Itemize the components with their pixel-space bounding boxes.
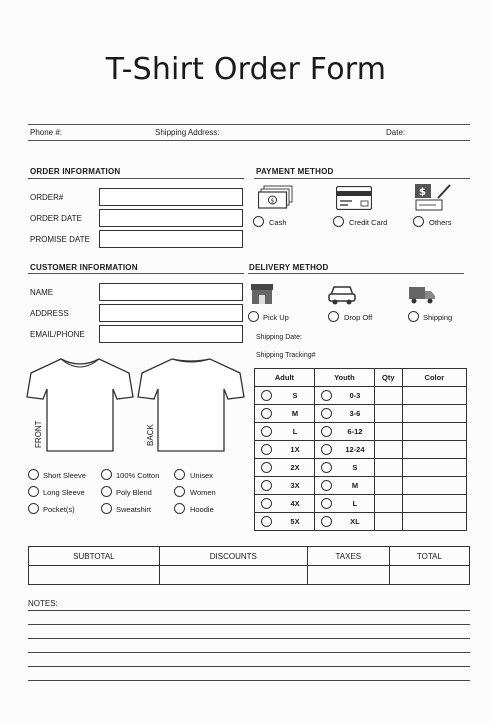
payment-cash-label: Cash (269, 218, 287, 227)
qty-cell[interactable] (374, 423, 402, 441)
delivery-dropoff-label: Drop Off (344, 313, 373, 322)
adult-size-cell[interactable] (255, 441, 315, 459)
adult-size-label: 4X (290, 499, 300, 508)
order-date-field[interactable] (99, 209, 243, 227)
short-sleeve-radio[interactable] (28, 469, 39, 480)
adult-header: Adult (255, 369, 315, 387)
qty-cell[interactable] (374, 459, 402, 477)
name-field[interactable] (99, 283, 243, 301)
youth-size-label: S (352, 463, 358, 472)
youth-size-cell[interactable] (314, 477, 374, 495)
svg-text:$: $ (270, 197, 275, 205)
delivery-pickup-label: Pick Up (263, 313, 289, 322)
youth-size-cell[interactable] (314, 513, 374, 531)
color-cell[interactable] (402, 495, 466, 513)
unisex-radio[interactable] (174, 469, 185, 480)
pockets-label: Pocket(s) (43, 505, 75, 514)
divider (28, 273, 244, 274)
unisex-label: Unisex (190, 471, 213, 480)
poly-blend-radio[interactable] (101, 486, 112, 497)
youth-size-cell[interactable] (314, 459, 374, 477)
color-cell[interactable] (402, 423, 466, 441)
phone-label: Phone #: (30, 128, 63, 137)
long-sleeve-label: Long Sleeve (43, 488, 85, 497)
color-cell[interactable] (402, 459, 466, 477)
discounts-field[interactable] (159, 566, 307, 585)
adult-size-radio[interactable] (261, 426, 272, 437)
payment-credit-card-radio[interactable] (333, 216, 344, 227)
youth-size-cell[interactable] (314, 405, 374, 423)
payment-others-label: Others (429, 218, 452, 227)
total-field[interactable] (389, 566, 469, 585)
payment-heading: PAYMENT METHOD (256, 167, 334, 176)
adult-size-radio[interactable] (261, 390, 272, 401)
women-label: Women (190, 488, 216, 497)
payment-others-radio[interactable] (413, 216, 424, 227)
qty-cell[interactable] (374, 477, 402, 495)
shipping-tracking-label: Shipping Tracking# (256, 352, 316, 359)
order-info-heading: ORDER INFORMATION (30, 167, 121, 176)
qty-cell[interactable] (374, 441, 402, 459)
qty-cell[interactable] (374, 495, 402, 513)
store-icon (250, 281, 274, 305)
table-row (255, 513, 467, 531)
adult-size-label: 3X (290, 481, 300, 490)
divider (248, 273, 464, 274)
table-row (255, 423, 467, 441)
adult-size-radio[interactable] (261, 498, 272, 509)
youth-size-radio[interactable] (321, 498, 332, 509)
date-label: Date: (386, 128, 406, 137)
short-sleeve-label: Short Sleeve (43, 471, 86, 480)
youth-header: Youth (314, 369, 374, 387)
divider (28, 124, 470, 125)
page-title: T-Shirt Order Form (105, 52, 387, 87)
front-label: FRONT (34, 420, 43, 448)
color-cell[interactable] (402, 513, 466, 531)
delivery-shipping-label: Shipping (423, 313, 453, 322)
table-row (255, 495, 467, 513)
youth-size-radio[interactable] (321, 516, 332, 527)
long-sleeve-radio[interactable] (28, 486, 39, 497)
poly-blend-label: Poly Blend (116, 488, 152, 497)
women-radio[interactable] (174, 486, 185, 497)
youth-size-label: L (352, 499, 358, 508)
adult-size-label: 1X (290, 445, 300, 454)
youth-size-radio[interactable] (321, 480, 332, 491)
youth-size-radio[interactable] (321, 408, 332, 419)
youth-size-cell[interactable] (314, 495, 374, 513)
order-number-label: ORDER# (30, 193, 64, 202)
taxes-field[interactable] (307, 566, 389, 585)
name-label: NAME (30, 288, 54, 297)
divider (28, 140, 470, 141)
youth-size-radio[interactable] (321, 462, 332, 473)
back-label: BACK (146, 424, 155, 446)
adult-size-radio[interactable] (261, 516, 272, 527)
youth-size-label: XL (350, 517, 360, 526)
notes-line[interactable] (28, 610, 470, 611)
payment-credit-card-label: Credit Card (349, 218, 388, 227)
notes-line[interactable] (28, 638, 470, 639)
truck-icon (408, 285, 436, 305)
credit-card-icon (336, 186, 372, 210)
table-row (255, 441, 467, 459)
svg-text:$: $ (419, 187, 426, 198)
totals-header-row (29, 547, 470, 566)
cotton-label: 100% Cotton (116, 471, 160, 480)
size-table-header (255, 369, 467, 387)
youth-size-label: 12-24 (345, 445, 365, 454)
hoodie-radio[interactable] (174, 503, 185, 514)
others-payment-icon (414, 182, 454, 212)
qty-cell[interactable] (374, 387, 402, 405)
adult-size-radio[interactable] (261, 408, 272, 419)
adult-size-cell[interactable] (255, 477, 315, 495)
adult-size-cell[interactable] (255, 387, 315, 405)
size-table (254, 368, 467, 531)
notes-line[interactable] (28, 652, 470, 653)
cotton-radio[interactable] (101, 469, 112, 480)
youth-size-radio[interactable] (321, 444, 332, 455)
adult-size-label: M (291, 409, 299, 418)
address-label: ADDRESS (30, 309, 69, 318)
adult-size-cell[interactable] (255, 405, 315, 423)
delivery-dropoff-radio[interactable] (328, 311, 339, 322)
qty-cell[interactable] (374, 513, 402, 531)
youth-size-cell[interactable] (314, 387, 374, 405)
totals-value-row (29, 566, 470, 585)
youth-size-cell[interactable] (314, 441, 374, 459)
divider (28, 178, 244, 179)
promise-date-field[interactable] (99, 230, 243, 248)
customer-info-heading: CUSTOMER INFORMATION (30, 263, 138, 272)
notes-label: NOTES: (28, 599, 58, 608)
table-row (255, 459, 467, 477)
youth-size-label: 0-3 (349, 391, 361, 400)
cash-icon (258, 184, 294, 210)
color-header: Color (402, 369, 466, 387)
address-field[interactable] (99, 304, 243, 322)
subtotal-header: SUBTOTAL (29, 547, 160, 566)
youth-size-label: 6-12 (347, 427, 363, 436)
adult-size-label: 5X (290, 517, 300, 526)
order-date-label: ORDER DATE (30, 214, 82, 223)
adult-size-cell[interactable] (255, 459, 315, 477)
adult-size-label: L (292, 427, 298, 436)
payment-cash-radio[interactable] (253, 216, 264, 227)
discounts-header: DISCOUNTS (159, 547, 307, 566)
hoodie-label: Hoodie (190, 505, 214, 514)
youth-size-radio[interactable] (321, 390, 332, 401)
divider (254, 178, 470, 179)
youth-size-cell[interactable] (314, 423, 374, 441)
delivery-pickup-radio[interactable] (248, 311, 259, 322)
adult-size-radio[interactable] (261, 462, 272, 473)
sweatshirt-radio[interactable] (101, 503, 112, 514)
total-header: TOTAL (389, 547, 469, 566)
adult-size-cell[interactable] (255, 423, 315, 441)
youth-size-radio[interactable] (321, 426, 332, 437)
email-phone-label: EMAIL/PHONE (30, 330, 85, 339)
adult-size-radio[interactable] (261, 444, 272, 455)
color-cell[interactable] (402, 387, 466, 405)
adult-size-label: S (292, 391, 298, 400)
youth-size-label: 3-6 (349, 409, 361, 418)
qty-header: Qty (374, 369, 402, 387)
subtotal-field[interactable] (29, 566, 160, 585)
delivery-heading: DELIVERY METHOD (249, 263, 329, 272)
sweatshirt-label: Sweatshirt (116, 505, 152, 514)
color-cell[interactable] (402, 477, 466, 495)
table-row (255, 387, 467, 405)
table-row (255, 477, 467, 495)
notes-line[interactable] (28, 680, 470, 681)
taxes-header: TAXES (307, 547, 389, 566)
adult-size-cell[interactable] (255, 495, 315, 513)
color-cell[interactable] (402, 405, 466, 423)
delivery-shipping-radio[interactable] (408, 311, 419, 322)
order-number-field[interactable] (99, 188, 243, 206)
color-cell[interactable] (402, 441, 466, 459)
notes-line[interactable] (28, 624, 470, 625)
notes-line[interactable] (28, 666, 470, 667)
adult-size-radio[interactable] (261, 480, 272, 491)
promise-date-label: PROMISE DATE (30, 235, 90, 244)
qty-cell[interactable] (374, 405, 402, 423)
shipping-date-label: Shipping Date: (256, 334, 302, 341)
shipping-address-label: Shipping Address: (155, 128, 220, 137)
pockets-radio[interactable] (28, 503, 39, 514)
totals-table (28, 546, 470, 585)
car-icon (328, 283, 356, 305)
youth-size-label: M (351, 481, 359, 490)
table-row (255, 405, 467, 423)
email-phone-field[interactable] (99, 325, 243, 343)
adult-size-cell[interactable] (255, 513, 315, 531)
adult-size-label: 2X (290, 463, 300, 472)
